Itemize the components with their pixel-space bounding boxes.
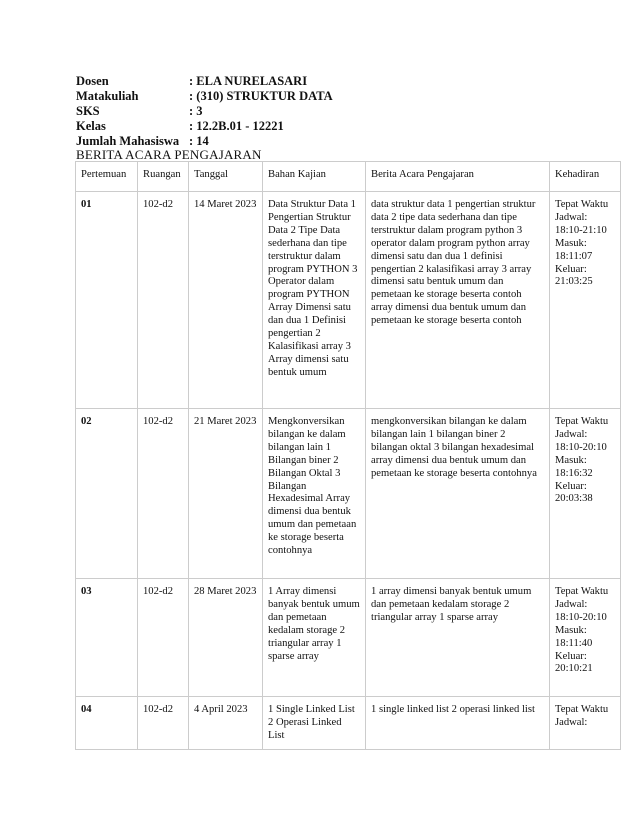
kelas-label: Kelas (76, 119, 106, 133)
matakuliah-value: : (310) STRUKTUR DATA (189, 89, 333, 103)
table-row (76, 409, 621, 579)
col-header-tanggal: Tanggal (189, 162, 263, 192)
cell-bahan-kajian: Mengkonversikan bilangan ke dalam bilangan lain 1 Bilangan biner 2 Bilangan Oktal 3 Bilangan Hexadesimal Array dimensi dua bentuk umum dan pemetaan ke storage beserta contohnya (263, 409, 366, 579)
cell-pertemuan: 04 (76, 697, 138, 750)
cell-kehadiran: Tepat Waktu Jadwal: (550, 697, 621, 750)
col-header-pertemuan: Pertemuan (76, 162, 138, 192)
cell-tanggal: 4 April 2023 (189, 697, 263, 750)
matakuliah-label: Matakuliah (76, 89, 139, 103)
cell-tanggal: 28 Maret 2023 (189, 579, 263, 697)
info-row-dosen (76, 74, 333, 89)
table-row (76, 697, 621, 750)
info-row-matakuliah (76, 89, 333, 104)
cell-ruangan: 102-d2 (138, 579, 189, 697)
cell-ruangan: 102-d2 (138, 192, 189, 409)
dosen-value: : ELA NURELASARI (189, 74, 308, 88)
course-info (76, 74, 333, 149)
cell-ruangan: 102-d2 (138, 697, 189, 750)
col-header-bahan-kajian: Bahan Kajian (263, 162, 366, 192)
cell-pertemuan: 01 (76, 192, 138, 409)
page-title: BERITA ACARA PENGAJARAN (76, 147, 262, 162)
table-header-row (76, 162, 621, 192)
cell-ruangan: 102-d2 (138, 409, 189, 579)
dosen-label: Dosen (76, 74, 109, 88)
table-row (76, 579, 621, 697)
cell-pertemuan: 03 (76, 579, 138, 697)
cell-berita-acara: 1 single linked list 2 operasi linked list (366, 697, 550, 750)
cell-berita-acara: data struktur data 1 pengertian struktur data 2 tipe data sederhana dan tipe terstruktur dalam program python 3 operator dalam program python array dimensi satu dan dua 1 definisi pengertian 2 kalasifikasi array 3 array dimensi satu bentuk umum dan pemetaan ke storage beserta contoh array dimensi dua bentuk umum dan pemetaan ke storage beserta contoh (366, 192, 550, 409)
cell-kehadiran: Tepat Waktu Jadwal: 18:10-20:10 Masuk: 18:11:40 Keluar: 20:10:21 (550, 579, 621, 697)
cell-berita-acara: 1 array dimensi banyak bentuk umum dan pemetaan kedalam storage 2 triangular array 1 sparse array (366, 579, 550, 697)
cell-bahan-kajian: 1 Single Linked List 2 Operasi Linked List (263, 697, 366, 750)
cell-tanggal: 14 Maret 2023 (189, 192, 263, 409)
col-header-ruangan: Ruangan (138, 162, 189, 192)
cell-tanggal: 21 Maret 2023 (189, 409, 263, 579)
berita-acara-table (75, 161, 621, 750)
jumlah-label: Jumlah Mahasiswa (76, 134, 180, 148)
cell-pertemuan: 02 (76, 409, 138, 579)
sks-label: SKS (76, 104, 100, 118)
kelas-value: : 12.2B.01 - 12221 (189, 119, 284, 133)
cell-bahan-kajian: Data Struktur Data 1 Pengertian Struktur Data 2 Tipe Data sederhana dan tipe terstruktur dalam program PYTHON 3 Operator dalam program PYTHON Array Dimensi satu dan dua 1 Definisi pengertian 2 Kalasifikasi array 3 Array dimensi satu bentuk umum (263, 192, 366, 409)
info-row-sks (76, 104, 333, 119)
info-row-kelas (76, 119, 333, 134)
col-header-kehadiran: Kehadiran (550, 162, 621, 192)
cell-bahan-kajian: 1 Array dimensi banyak bentuk umum dan pemetaan kedalam storage 2 triangular array 1 sparse array (263, 579, 366, 697)
sks-value: : 3 (189, 104, 203, 118)
cell-berita-acara: mengkonversikan bilangan ke dalam bilangan lain 1 bilangan biner 2 bilangan oktal 3 bilangan hexadesimal array dimensi dua bentuk umum dan pemetaan ke storage beserta contohnya (366, 409, 550, 579)
table-row (76, 192, 621, 409)
jumlah-value: : 14 (189, 134, 209, 148)
cell-kehadiran: Tepat Waktu Jadwal: 18:10-21:10 Masuk: 18:11:07 Keluar: 21:03:25 (550, 192, 621, 409)
col-header-berita-acara: Berita Acara Pengajaran (366, 162, 550, 192)
cell-kehadiran: Tepat Waktu Jadwal: 18:10-20:10 Masuk: 18:16:32 Keluar: 20:03:38 (550, 409, 621, 579)
